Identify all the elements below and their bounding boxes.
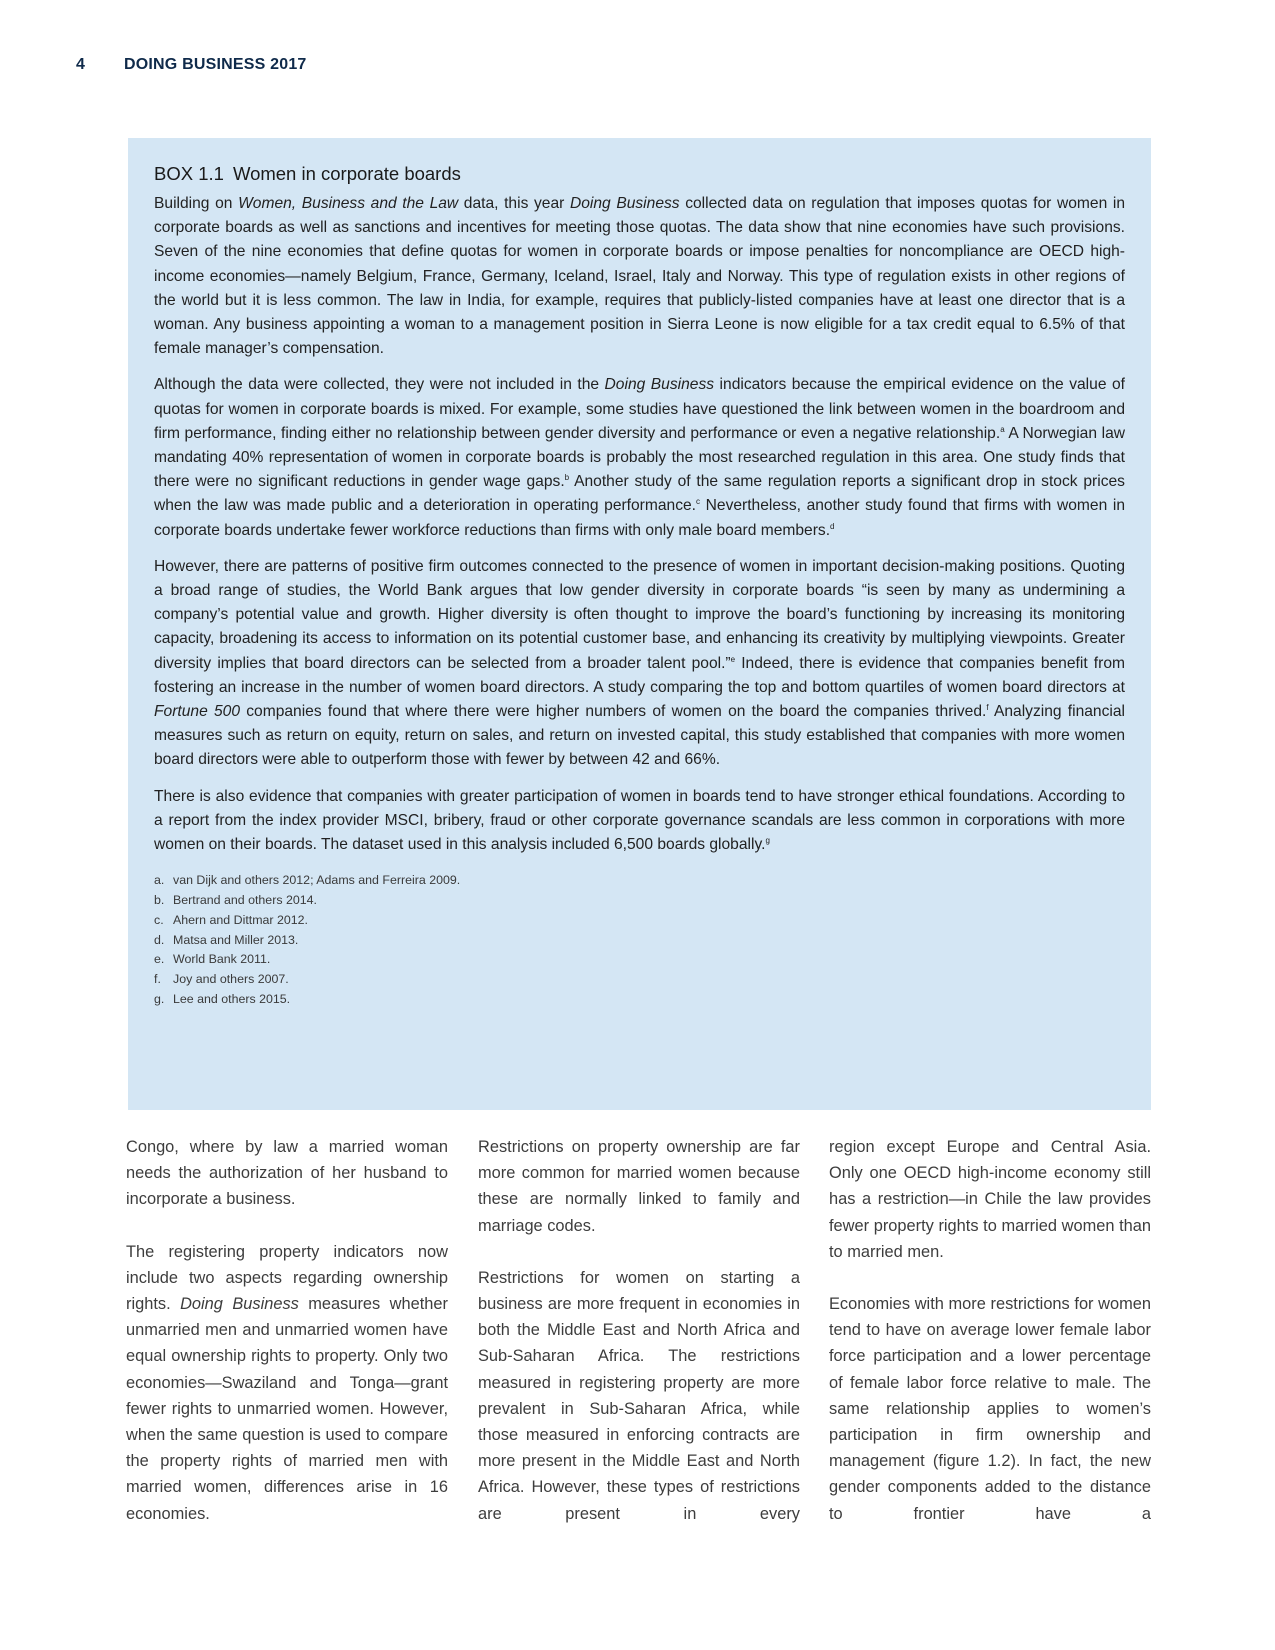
body-column-1 [126, 1134, 448, 1527]
footnote-marker: d [830, 521, 835, 531]
text-run: Nevertheless, another study found that firms with women in corporate boards undertake fewer workforce reductions than firms with only male board members. [154, 497, 1125, 539]
note-text: Lee and others 2015. [173, 992, 291, 1007]
note-letter: f. [154, 972, 161, 987]
text-run: Indeed, there is evidence that companies benefit from fostering an increase in the number of women board directors. A study comparing the top and bottom quartiles of women board directors at [154, 654, 1125, 696]
body-paragraph [478, 1265, 800, 1527]
box-label: BOX 1.1 [154, 163, 224, 184]
body-paragraph [829, 1134, 1151, 1265]
box-heading [154, 162, 1125, 186]
text-run: There is also evidence that companies with greater participation of women in boards tend to have stronger ethical foundations. According to a report from the index provider MSCI, bribery, fraud or other corporate governance scandals are less common in corporations with more women on their boards. The dataset used in this analysis included 6,500 boards globally. [154, 787, 1125, 854]
box-paragraph [154, 192, 1125, 361]
italic-text: Doing Business [604, 376, 715, 394]
body-column-3 [829, 1134, 1151, 1527]
box-notes [154, 871, 1125, 1010]
page-number: 4 [76, 56, 86, 73]
box-note [154, 911, 1125, 931]
body-paragraph [478, 1134, 800, 1239]
running-header [76, 56, 307, 74]
box-title: Women in corporate boards [232, 163, 461, 184]
text-run: indicators because the empirical evidence on the value of quotas for women in corporate boards is mixed. For example, some studies have questioned the link between women in the boardroom and firm performance, finding either no relationship between gender diversity and performance or even a negative relationship. [154, 376, 1125, 442]
note-letter: g. [154, 992, 165, 1007]
text-run: A Norwegian law mandating 40% representation of women in corporate boards is probably the most researched regulation in this area. One study finds that there were no significant reductions in gender wage gaps. [154, 424, 1126, 491]
box-note [154, 950, 1125, 970]
note-text: van Dijk and others 2012; Adams and Ferreira 2009. [173, 873, 461, 888]
box-note [154, 931, 1125, 951]
body-paragraph [126, 1239, 448, 1527]
body-paragraph [829, 1291, 1151, 1527]
text-run: Another study of the same regulation reports a significant drop in stock prices when the law was made public and a deterioration in operating performance. [154, 473, 1125, 515]
note-text: Joy and others 2007. [173, 972, 289, 987]
text-run: The registering property indicators now include two aspects regarding ownership rights. [126, 1242, 448, 1314]
footnote-marker: a [1000, 424, 1005, 434]
box-note [154, 871, 1125, 891]
footnote-marker: g [765, 835, 770, 845]
note-text: Ahern and Dittmar 2012. [173, 912, 308, 927]
text-run: data, this year [458, 195, 570, 212]
note-letter: a. [154, 873, 165, 888]
note-letter: b. [154, 893, 165, 908]
body-column-2 [478, 1134, 800, 1527]
body-paragraph [126, 1134, 448, 1213]
note-letter: c. [154, 912, 164, 927]
footnote-marker: b [564, 473, 570, 483]
note-letter: e. [154, 952, 165, 967]
text-run: companies found that where there were higher numbers of women on the board the companies thrived. [240, 703, 987, 721]
text-run: region except Europe and Central Asia. Only one OECD high-income economy still has a restriction—in Chile the law provides fewer property rights to married women than to married men. [829, 1138, 1151, 1261]
footnote-marker: f [986, 702, 989, 712]
box-note [154, 891, 1125, 911]
text-run: Although the data were collected, they were not included in the [154, 376, 605, 394]
box-paragraph [154, 785, 1125, 858]
box-women-in-corporate-boards [128, 138, 1151, 1110]
italic-text: Doing Business [180, 1295, 299, 1314]
italic-text: Women, Business and the Law [238, 195, 459, 212]
italic-text: Doing Business [569, 195, 680, 212]
note-text: Bertrand and others 2014. [173, 893, 317, 908]
note-letter: d. [154, 932, 165, 947]
box-note [154, 970, 1125, 990]
box-paragraph [154, 555, 1125, 773]
body-text-columns [126, 1134, 1153, 1534]
publication-title: DOING BUSINESS 2017 [124, 56, 307, 73]
note-text: Matsa and Miller 2013. [173, 932, 299, 947]
text-run: Restrictions on property ownership are far more common for married women because these are normally linked to family and marriage codes. [478, 1138, 800, 1235]
text-run: Congo, where by law a married woman needs the authorization of her husband to incorporate a business. [126, 1138, 448, 1209]
footnote-marker: c [696, 497, 701, 507]
text-run: measures whether unmarried men and unmarried women have equal ownership rights to property. Only two economies—Swaziland and Tonga—grant fewer rights to unmarried women. However, when the same question is used to compare the property rights of married men with married women, differences arise in 16 economies. [126, 1295, 448, 1523]
text-run: However, there are patterns of positive firm outcomes connected to the presence of women in important decision-making positions. Quoting a broad range of studies, the World Bank argues that low gender diversity in corporate boards “is seen by many as undermining a company’s potential value and growth. Higher diversity is often thought to improve the board’s functioning by increasing its monitoring capacity, broadening its access to information on its potential customer base, and enhancing its creativity by multiplying viewpoints. Greater diversity implies that board directors can be selected from a broader talent pool.” [154, 557, 1125, 672]
footnote-marker: e [730, 654, 736, 664]
text-run: Building on [154, 195, 239, 212]
box-note [154, 990, 1125, 1010]
box-paragraph [154, 373, 1125, 542]
italic-text: Fortune 500 [154, 703, 240, 721]
text-run: Restrictions for women on starting a business are more frequent in economies in both the Middle East and North Africa and Sub-Saharan Africa. The restrictions measured in registering property are more prevalent in Sub-Saharan Africa, while those measured in enforcing contracts are more present in the Middle East and North Africa. However, these types of restrictions are present in every [478, 1268, 800, 1523]
note-text: World Bank 2011. [173, 952, 271, 967]
text-run: collected data on regulation that imposes quotas for women in corporate boards as well as sanctions and incentives for meeting those quotas. The data show that nine economies have such provisions. Seven of the nine economies that define quotas for women in corporate boards or impose penalties for noncompliance are OECD high-income economies—namely Belgium, France, Germany, Iceland, Israel, Italy and Norway. This type of regulation exists in other regions of the world but it is less common. The law in India, for example, requires that publicly-listed companies have at least one director that is a woman. Any business appointing a woman to a management position in Sierra Leone is now eligible for a tax credit equal to 6.5% of that female manager’s compensation. [154, 195, 1125, 358]
text-run: Analyzing financial measures such as return on equity, return on sales, and return on invested capital, this study established that companies with more women board directors were able to outperform those with fewer by between 42 and 66%. [154, 703, 1126, 769]
box-body [154, 192, 1125, 857]
text-run: Economies with more restrictions for women tend to have on average lower female labor force participation and a lower percentage of female labor force relative to male. The same relationship applies to women’s participation in firm ownership and management (figure 1.2). In fact, the new gender components added to the distance to frontier have a [829, 1295, 1151, 1523]
